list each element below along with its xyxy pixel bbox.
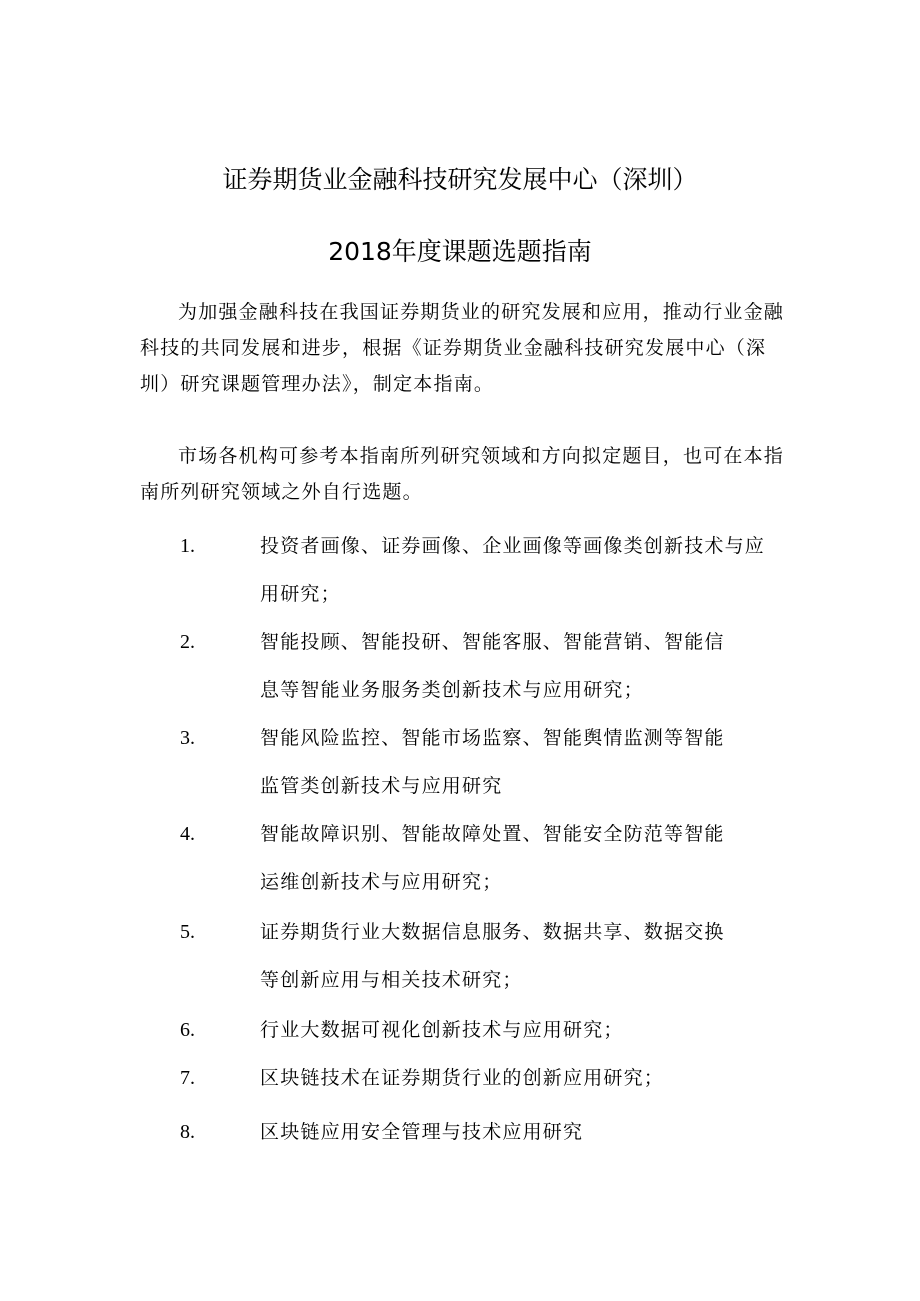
intro-paragraph: 为加强金融科技在我国证券期货业的研究发展和应用，推动行业金融科技的共同发展和进步，根据《证券期货业金融科技研究发展中心（深圳）研究课题管理办法》，制定本指南。 <box>140 301 785 395</box>
list-item-number: 5. <box>180 921 195 943</box>
list-item-text: 证券期货行业大数据信息服务、数据共享、数据交换等创新应用与相关技术研究； <box>260 921 725 991</box>
list-item-number: 2. <box>180 631 195 653</box>
list-item-number: 4. <box>180 823 195 845</box>
list-item-text: 投资者画像、证券画像、企业画像等画像类创新技术与应用研究； <box>260 535 766 605</box>
list-item-number: 7. <box>180 1067 195 1089</box>
list-item-number: 1. <box>180 535 195 557</box>
document-title: 证券期货业金融科技研究发展中心（深圳） <box>222 165 698 194</box>
document-subtitle: 2018年度课题选题指南 <box>328 237 592 266</box>
list-item-text: 智能风险监控、智能市场监察、智能舆情监测等智能监管类创新技术与应用研究 <box>260 727 725 797</box>
list-item-text: 区块链应用安全管理与技术应用研究 <box>260 1121 584 1143</box>
list-item-text: 行业大数据可视化创新技术与应用研究； <box>260 1019 624 1041</box>
list-item-number: 3. <box>180 727 195 749</box>
list-item-number: 6. <box>180 1019 195 1041</box>
list-item-text: 区块链技术在证券期货行业的创新应用研究； <box>260 1067 665 1089</box>
list-item-text: 智能故障识别、智能故障处置、智能安全防范等智能运维创新技术与应用研究； <box>260 823 725 893</box>
list-item-text: 智能投顾、智能投研、智能客服、智能营销、智能信息等智能业务服务类创新技术与应用研究； <box>260 631 725 701</box>
list-item-number: 8. <box>180 1121 195 1143</box>
scope-paragraph: 市场各机构可参考本指南所列研究领域和方向拟定题目，也可在本指南所列研究领域之外自行选题。 <box>140 445 785 503</box>
